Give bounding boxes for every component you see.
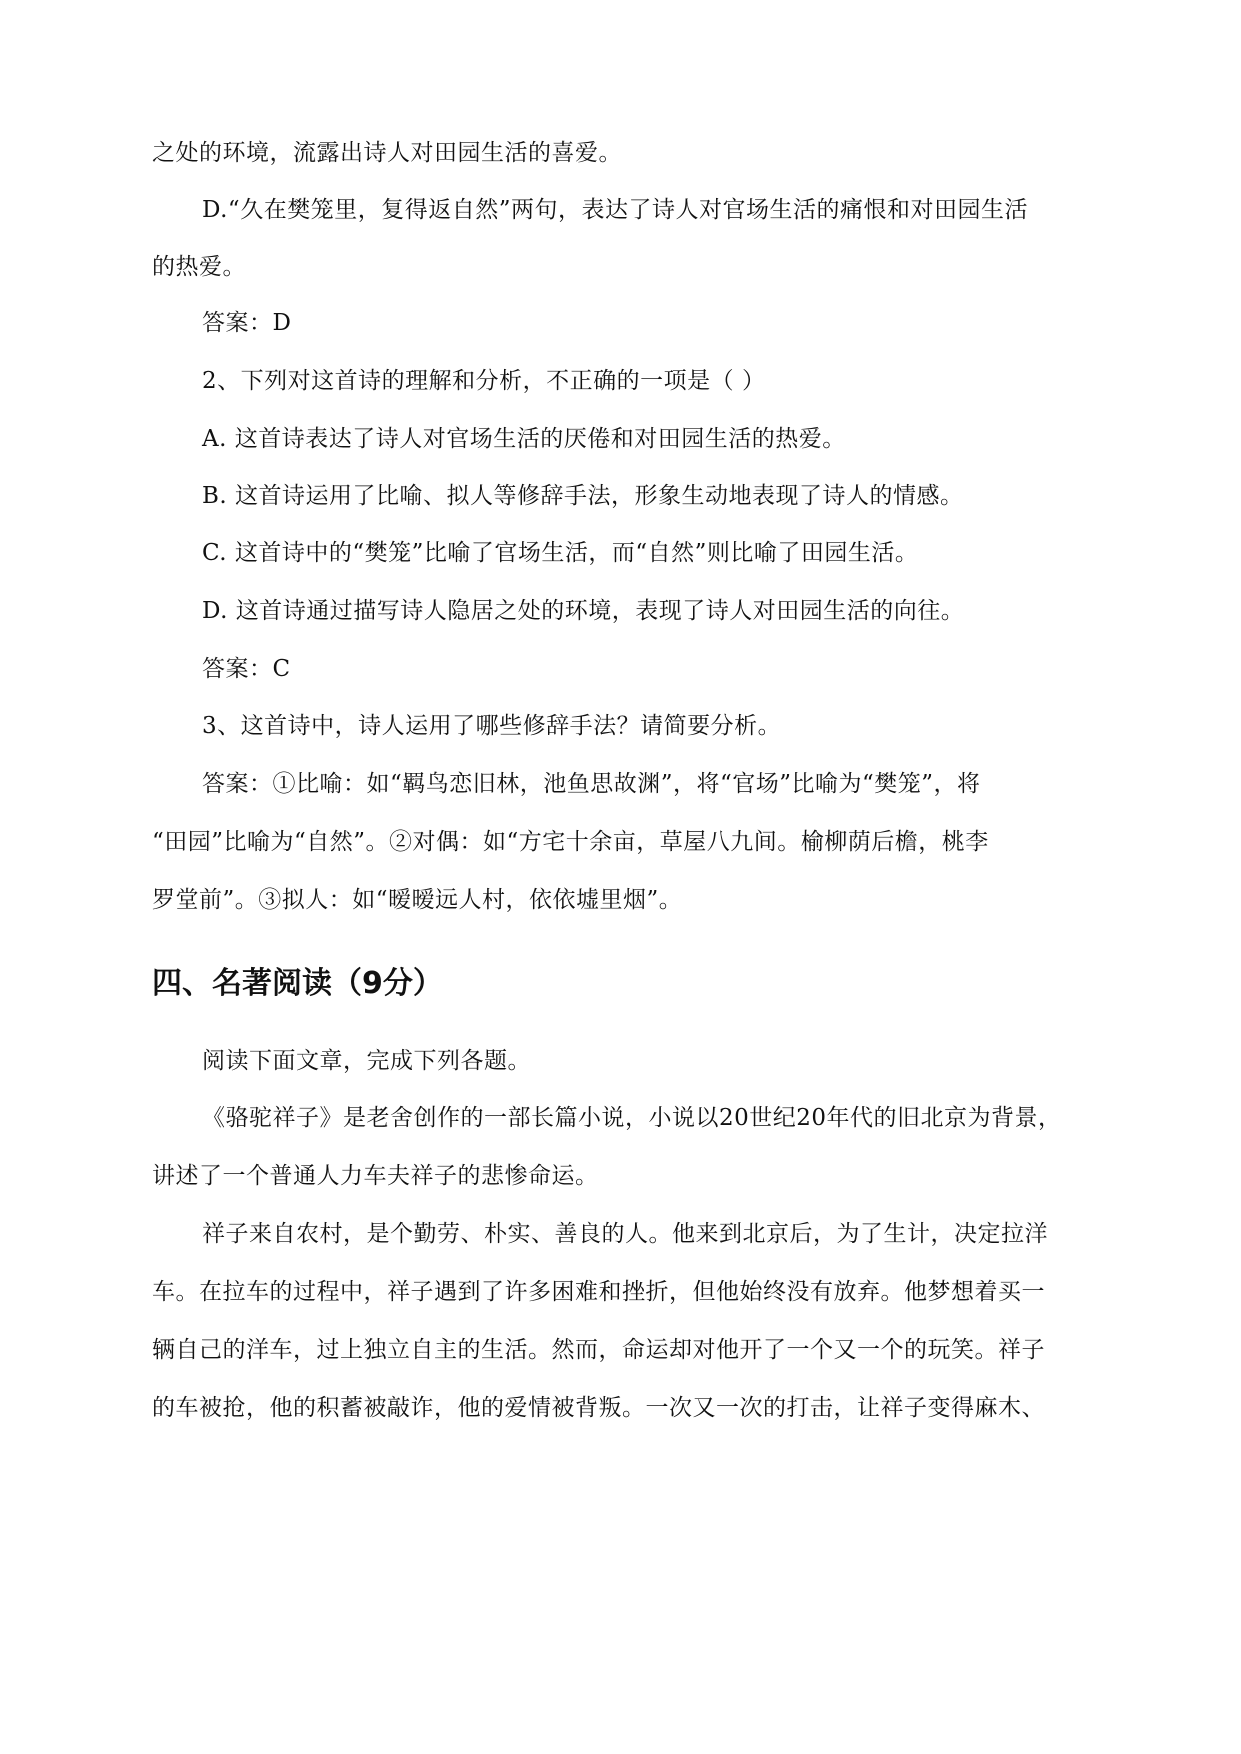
reading-line: 讲述了一个普通人力车夫祥子的悲惨命运。 [152,1163,599,1189]
reading-instruction: 阅读下面文章，完成下列各题。 [202,1048,531,1074]
reading-line: 辆自己的洋车，过上独立自主的生活。然而，命运却对他开了一个又一个的玩笑。祥子 [152,1337,1045,1363]
option-c: C. 这首诗中的“樊笼”比喻了官场生活，而“自然”则比喻了田园生活。 [202,540,919,566]
paragraph-line: 的热爱。 [152,254,246,280]
option-a: A. 这首诗表达了诗人对官场生活的厌倦和对田园生活的热爱。 [202,426,846,452]
paragraph-line: “田园”比喻为“自然”。②对偶：如“方宅十余亩，草屋八九间。榆柳荫后檐，桃李 [152,829,989,855]
question-2: 2、下列对这首诗的理解和分析，不正确的一项是（ ） [202,368,766,394]
option-b: B. 这首诗运用了比喻、拟人等修辞手法，形象生动地表现了诗人的情感。 [202,483,964,509]
paragraph-line: 罗堂前”。③拟人：如“暧暧远人村，依依墟里烟”。 [152,887,683,913]
reading-line: 车。在拉车的过程中，祥子遇到了许多困难和挫折，但他始终没有放弃。他梦想着买一 [152,1279,1045,1305]
answer-line: 答案：D [202,310,292,336]
answer-line: 答案：①比喻：如“羁鸟恋旧林，池鱼思故渊”，将“官场”比喻为“樊笼”，将 [202,771,981,797]
question-3: 3、这首诗中，诗人运用了哪些修辞手法？请简要分析。 [202,713,782,739]
reading-line: 的车被抢，他的积蓄被敲诈，他的爱情被背叛。一次又一次的打击，让祥子变得麻木、 [152,1395,1045,1421]
answer-line: 答案：C [202,656,291,682]
paragraph-line: 之处的环境，流露出诗人对田园生活的喜爱。 [152,140,622,166]
reading-line: 祥子来自农村，是个勤劳、朴实、善良的人。他来到北京后，为了生计，决定拉洋 [202,1221,1048,1247]
reading-line: 《骆驼祥子》是老舍创作的一部长篇小说，小说以20世纪20年代的旧北京为背景， [202,1105,1062,1131]
section-heading: 四、名著阅读（9分） [152,966,443,1001]
option-d: D. 这首诗通过描写诗人隐居之处的环境，表现了诗人对田园生活的向往。 [202,598,965,624]
option-d-line: D.“久在樊笼里，复得返自然”两句，表达了诗人对官场生活的痛恨和对田园生活 [202,197,1028,223]
